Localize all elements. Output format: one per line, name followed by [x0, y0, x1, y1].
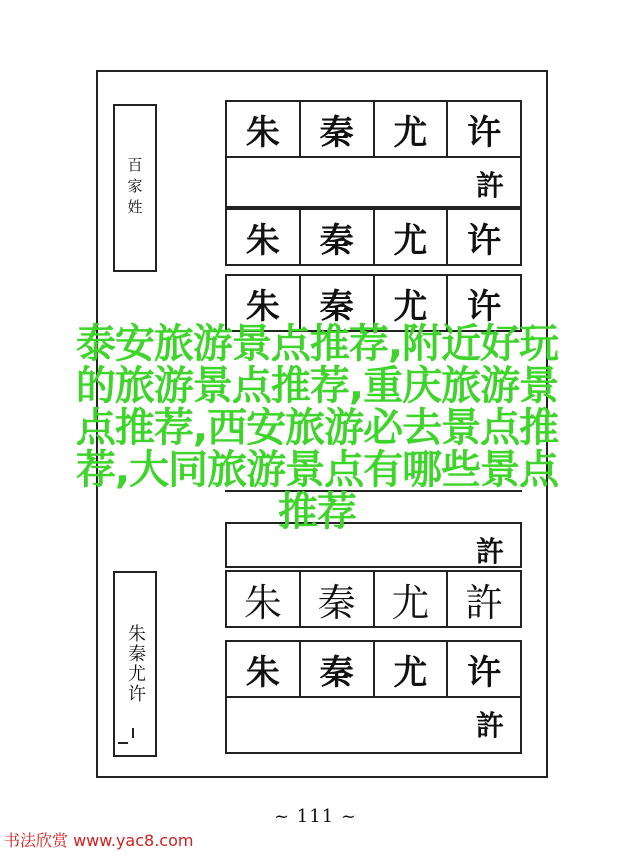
char-cell: 秦	[299, 102, 373, 156]
overlay-title-line: 推荐	[278, 489, 356, 535]
char-cell: 尤	[373, 276, 447, 330]
page-number: ~ 111 ~	[274, 806, 357, 827]
site-watermark: 书法欣赏 www.yac8.com	[4, 831, 194, 850]
tick-mark	[118, 742, 128, 744]
char-row-1	[225, 100, 522, 158]
char-row-6	[225, 640, 522, 698]
sub-char: 許	[475, 709, 504, 742]
char-cell: 许	[446, 210, 520, 264]
char-cell: 朱	[245, 220, 280, 261]
char-cell: 秦	[299, 572, 373, 626]
char-cell: 秦	[299, 276, 373, 330]
char-cell: 朱	[245, 286, 280, 327]
sub-char: 許	[475, 535, 504, 568]
overlay-title-line: 荐,大同旅游景点有哪些景点	[75, 447, 559, 493]
char-row-5	[225, 570, 522, 628]
side-panel-bottom: 朱秦尤许	[113, 571, 157, 757]
char-cell: 秦	[299, 210, 373, 264]
sub-row-6	[225, 698, 522, 754]
overlay-title	[28, 323, 606, 533]
tick-mark	[132, 728, 134, 738]
char-cell: 朱	[245, 652, 280, 693]
char-cell: 许	[446, 276, 520, 330]
char-cell: 尤	[373, 572, 447, 626]
char-row-2	[225, 208, 522, 266]
sub-char: 許	[475, 169, 504, 202]
char-cell: 許	[446, 572, 520, 626]
char-cell: 秦	[299, 642, 373, 696]
overlay-title-line: 的旅游景点推荐,重庆旅游景	[75, 363, 559, 409]
sub-row-1	[225, 158, 522, 208]
side-panel-top: 百家姓	[113, 104, 157, 272]
char-cell: 朱	[243, 580, 282, 625]
char-cell: 尤	[373, 102, 447, 156]
char-cell: 尤	[373, 642, 447, 696]
overlay-title-line: 点推荐,西安旅游必去景点推	[75, 405, 559, 451]
char-cell: 许	[446, 102, 520, 156]
overlay-title-line: 泰安旅游景点推荐,附近好玩	[75, 321, 559, 367]
char-cell: 许	[446, 642, 520, 696]
char-cell: 朱	[245, 112, 280, 153]
char-cell: 尤	[373, 210, 447, 264]
